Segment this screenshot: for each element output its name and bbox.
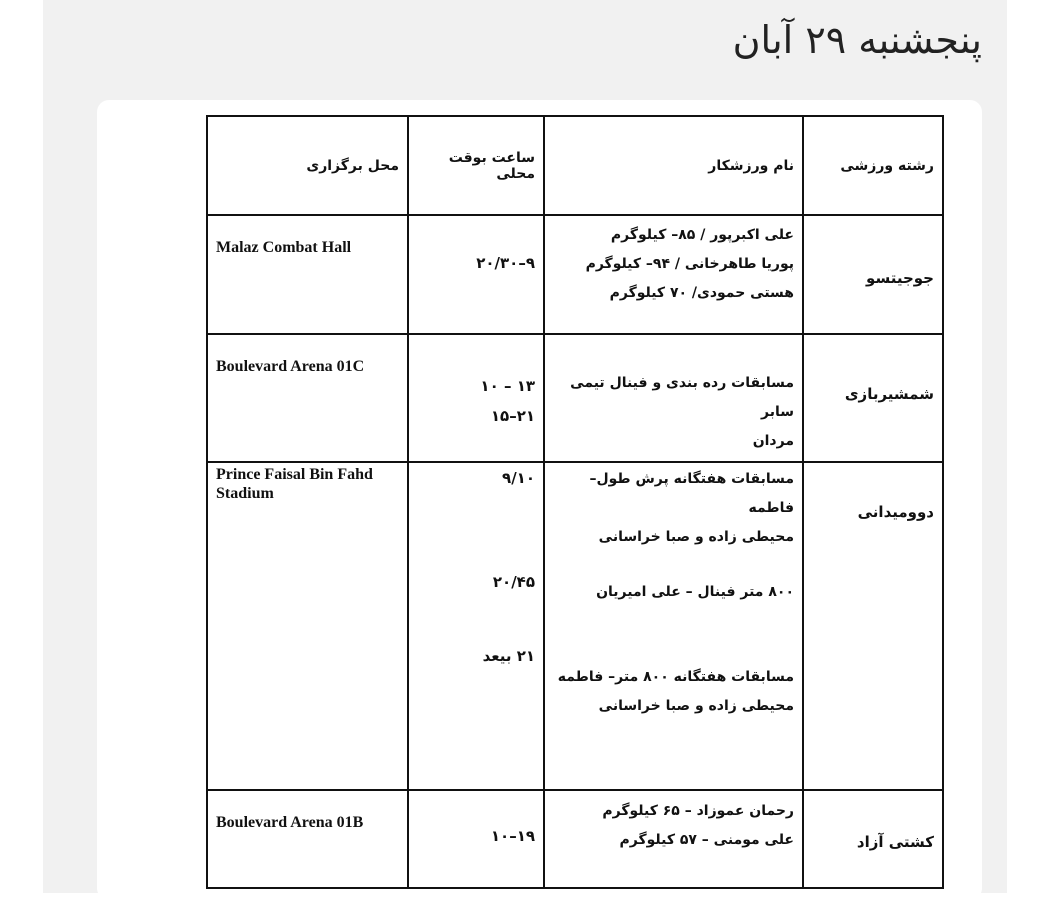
sport-cell [803, 215, 943, 334]
sport-cell [803, 334, 943, 462]
header-athlete: نام ورزشکار [544, 116, 803, 215]
time-value: ۱۹–۱۰ [490, 827, 535, 845]
sport-name: دوومیدانی [857, 503, 934, 521]
athlete-cell [544, 790, 803, 888]
athlete-line: مسابقات رده بندی و فینال تیمی سابر [570, 375, 794, 420]
sport-name: شمشیربازی [844, 385, 934, 403]
table-row [207, 334, 943, 462]
athlete-cell [544, 215, 803, 334]
table-row [207, 462, 943, 790]
header-venue: محل برگزاری [207, 116, 408, 215]
venue-name: Malaz Combat Hall [216, 239, 352, 256]
schedule-table [206, 115, 944, 889]
venue-name: Boulevard Arena 01B [216, 814, 364, 831]
sport-cell [803, 462, 943, 790]
venue-name: Prince Faisal Bin Fahd Stadium [216, 466, 373, 502]
time-value: ۲۱ بیعد [482, 647, 535, 665]
header-time: ساعت بوقت محلی [408, 116, 544, 215]
athlete-cell [544, 334, 803, 462]
time-cell [408, 462, 544, 790]
sport-name: کشتی آزاد [856, 833, 934, 851]
header-row [207, 116, 943, 215]
sport-name: جوجیتسو [866, 268, 934, 287]
time-value: ۹–۲۰/۳۰ [476, 254, 535, 272]
venue-cell [207, 462, 408, 790]
time-cell [408, 215, 544, 334]
time-value: ۹/۱۰ [502, 469, 535, 487]
venue-cell [207, 790, 408, 888]
athlete-line: مردان [752, 433, 794, 449]
page-title: پنجشنبه ۲۹ آبان [732, 18, 982, 62]
time-cell [408, 334, 544, 462]
athlete-line: پوریا طاهرخانی / ۹۴– کیلوگرم [585, 256, 794, 272]
athlete-cell [544, 462, 803, 790]
time-value: ۲۰/۴۵ [492, 573, 535, 591]
athlete-line: هستی حمودی/ ۷۰ کیلوگرم [609, 285, 794, 301]
time-cell [408, 790, 544, 888]
time-value: ۱۳ – ۱۰ [480, 377, 535, 395]
time-value: ۲۱–۱۵ [490, 407, 535, 425]
athlete-line: محیطی زاده و صبا خراسانی [598, 529, 794, 545]
athlete-line: محیطی زاده و صبا خراسانی [598, 698, 794, 714]
athlete-line: ۸۰۰ متر فینال – علی امیریان [596, 584, 794, 600]
athlete-line: علی اکبرپور / ۸۵– کیلوگرم [610, 227, 794, 243]
header-sport: رشته ورزشی [803, 116, 943, 215]
venue-cell [207, 334, 408, 462]
venue-name: Boulevard Arena 01C [216, 358, 365, 375]
venue-cell [207, 215, 408, 334]
sport-cell [803, 790, 943, 888]
athlete-line: مسابقات هفتگانه ۸۰۰ متر– فاطمه [557, 669, 794, 685]
athlete-line: رحمان عموزاد – ۶۵ کیلوگرم [602, 803, 794, 819]
table-row [207, 215, 943, 334]
table-row [207, 790, 943, 888]
athlete-line: علی مومنی – ۵۷ کیلوگرم [619, 832, 794, 848]
athlete-line: مسابقات هفتگانه پرش طول– فاطمه [589, 471, 794, 516]
